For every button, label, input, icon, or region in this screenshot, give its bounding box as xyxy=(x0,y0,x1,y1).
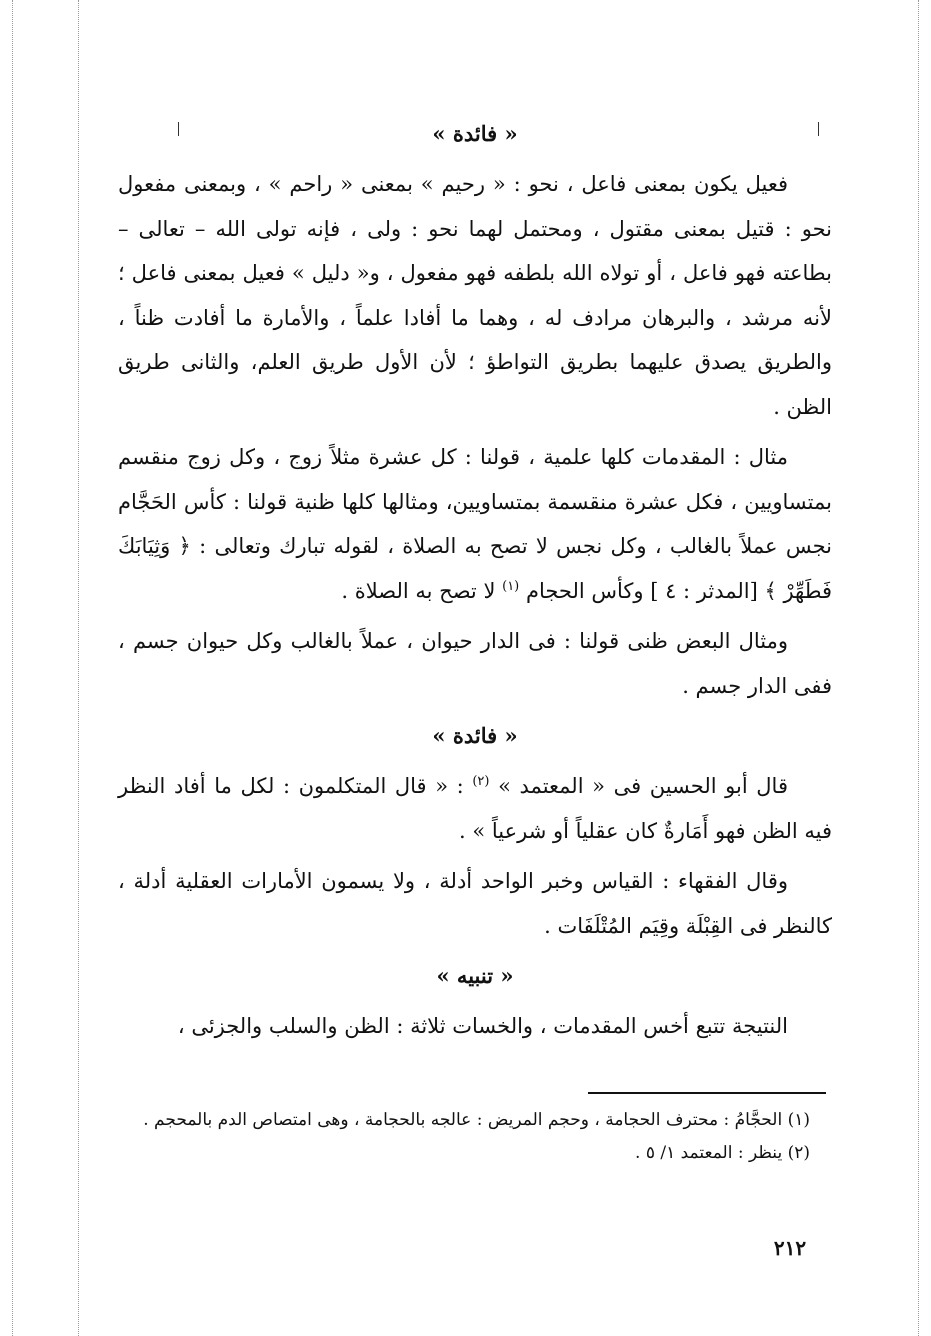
paragraph: ومثال البعض ظنى قولنا : فى الدار حيوان ، عملاً بالغالب وكل حيوان جسم ، ففى الدار جسم . xyxy=(118,629,832,698)
section-heading: « فائدة » xyxy=(432,121,518,146)
paragraph xyxy=(118,764,832,853)
paragraph-text: قال أبو الحسين فى « المعتمد » xyxy=(498,774,788,798)
paragraph: فعيل يكون بمعنى فاعل ، نحو : « رحيم » بمعنى « راحم » ، وبمعنى مفعول نحو : قتيل بمعنى مقتول ، ومحتمل لهما نحو : ولى ، فإنه تولى الله – تعالى – بطاعته فهو فاعل ، أو تولاه الله بلطفه فهو مفعول ، و« دليل » فعيل بمعنى فاعل ؛ لأنه مرشد ، والبرهان مرادف له ، وهما ما أفادا علماً ، والأمارة ما أفادت ظناً ، والطريق يصدق عليهما بطريق التواطؤ ؛ لأن الأول طريق العلم، والثانى طريق الظن . xyxy=(118,172,832,419)
paragraph-text: : « قال المتكلمون : لكل ما أفاد النظر فيه الظن فهو أَمَارةٌ كان عقلياً أو شرعياً » . xyxy=(118,774,832,843)
paragraph xyxy=(118,435,832,613)
paragraph: وقال الفقهاء : القياس وخبر الواحد أدلة ، ولا يسمون الأمارات العقلية أدلة ، كالنظر فى القِبْلَة وقِيَم المُتْلَفَات . xyxy=(118,869,832,938)
scan-edge-line xyxy=(918,0,919,1336)
footnote-reference[interactable]: (١) xyxy=(502,578,520,594)
paragraph: النتيجة تتبع أخس المقدمات ، والخسات ثلاثة : الظن والسلب والجزئى ، xyxy=(177,1014,788,1038)
footnote: (٢) ينظر : المعتمد ١/ ٥ . xyxy=(635,1143,810,1163)
paragraph-text: مثال : المقدمات كلها علمية ، قولنا : كل عشرة مثلاً زوج ، وكل زوج منقسم بمتساويين ، فكل عشرة منقسمة بمتساويين، ومثالها كلها ظنية قولنا : كأس الحَجَّام نجس عملاً بالغالب ، وكل نجس لا تصح به الصلاة ، لقوله تبارك وتعالى : ﴿ وَثِيَابَكَ فَطَهِّرْ ﴾ [المدثر : ٤ ] وكأس الحجام xyxy=(118,445,832,603)
paragraph-text: لا تصح به الصلاة . xyxy=(341,578,503,603)
footnote-reference[interactable]: (٢) xyxy=(472,774,490,789)
section-heading: « تنبيه » xyxy=(436,963,514,988)
footnotes xyxy=(118,1104,828,1170)
main-text xyxy=(118,112,832,1055)
scan-edge-line xyxy=(12,0,13,1336)
scan-edge-line xyxy=(78,0,79,1336)
footnote: (١) الحجَّامُ : محترف الحجامة ، وحجم المريض : عالجه بالحجامة ، وهى امتصاص الدم بالمحجم . xyxy=(143,1110,810,1130)
section-heading: « فائدة » xyxy=(432,723,518,748)
page-number: ٢١٢ xyxy=(773,1236,807,1260)
footnote-divider xyxy=(588,1092,826,1094)
